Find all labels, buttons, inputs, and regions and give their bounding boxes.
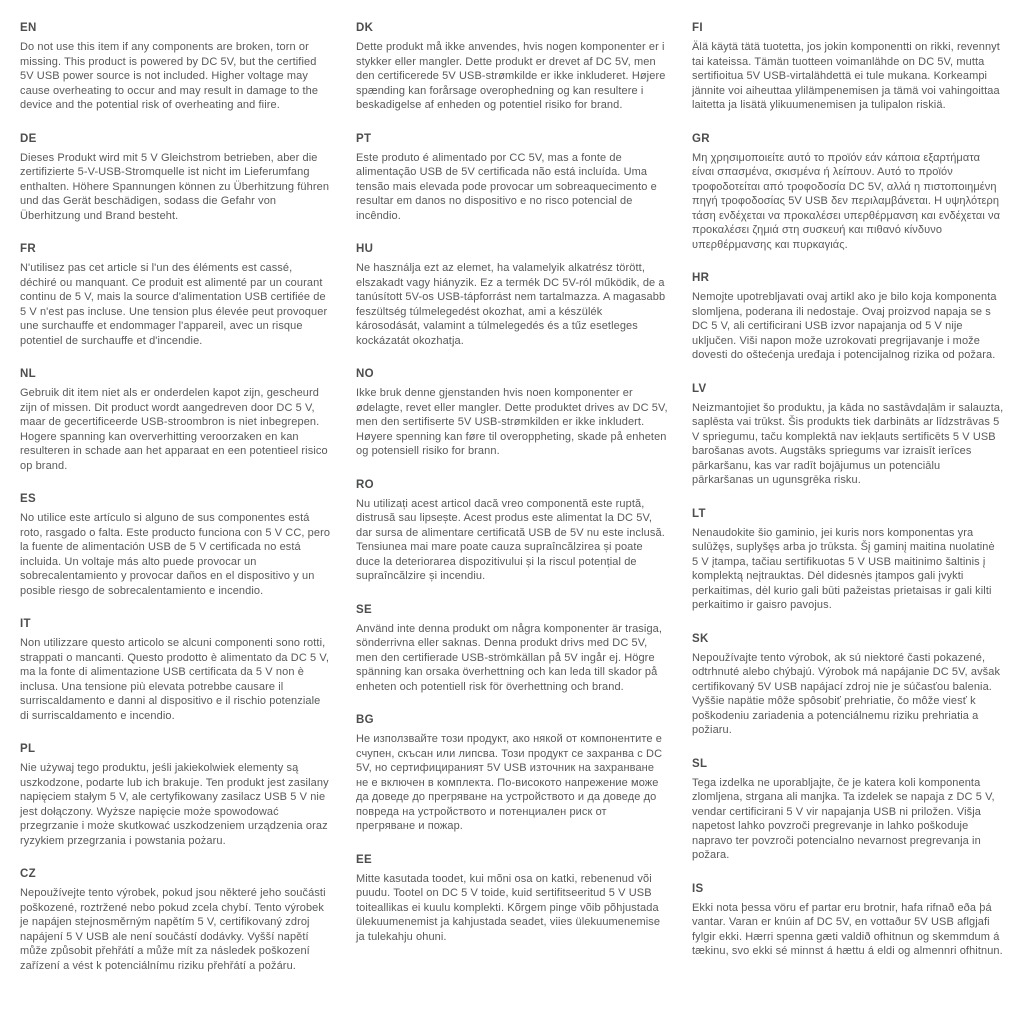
lang-text-hr: Nemojte upotrebljavati ovaj artikl ako je bilo koja komponenta slomljena, poderana ili nedostaje. Ovaj proizvod napaja se s DC 5 V, ali certificirani USB izvor napajanja od 5 V nije uključen. Viši napon može uzrokovati pregrijavanje i može dovesti do oštećenja uređaja i potencijalnog rizika od požara. — [692, 291, 997, 361]
lang-text-pt: Este produto é alimentado por CC 5V, mas a fonte de alimentação USB de 5V certificada não está incluída. Uma tensão mais elevada pode provocar um sobreaquecimento e resultar em danos no dispositivo e no risco potencial de incêndio. — [356, 151, 657, 222]
lang-text-pl: Nie używaj tego produktu, jeśli jakiekolwiek elementy są uszkodzone, podarte lub ich brakuje. Ten produkt jest zasilany napięciem stałym 5 V, ale certyfikowany zasilacz USB 5 V nie jest dołączony. Wyższe napięcie może spowodować przegrzanie i może skutkować uszkodzeniem urządzenia oraz ryzykiem przegrzania i powstania pożaru. — [20, 762, 329, 847]
lang-text-sl: Tega izdelka ne uporabljajte, če je katera koli komponenta zlomljena, strgana ali manjka. Ta izdelek se napaja z DC 5 V, vendar certificirani 5 V vir napajanja USB ni priložen. Višja napetost lahko povzroči pregrevanje in lahko poškoduje napravo ter povzroči potencialno nevarnost pregrevanja in požara. — [692, 776, 995, 861]
lang-code-is: IS — [692, 882, 704, 895]
lang-section-ro — [356, 479, 668, 584]
lang-text-ro: Nu utilizați acest articol dacă vreo componentă este ruptă, distrusă sau lipsește. Acest produs este alimentat la DC 5V, dar sursa de alimentare certificată USB de 5V nu este inclusă. Tensiunea mai mare poate cauza supraîncălzirea și poate duce la deteriorarea dispozitivului și la riscul potențial de supraîncălzire și incendiu. — [356, 497, 665, 582]
lang-section-se — [356, 604, 668, 695]
lang-section-sk — [692, 633, 1004, 738]
lang-section-hu — [356, 243, 668, 348]
lang-text-nl: Gebruik dit item niet als er onderdelen kapot zijn, gescheurd zijn of missen. Dit product wordt aangedreven door DC 5 V, maar de gecertificeerde USB-stroombron is niet inbegrepen. Hogere spanning kan oververhitting veroorzaken en kan resulteren in schade aan het apparaat en een potentieel risico op brand. — [20, 387, 328, 472]
lang-text-lv: Neizmantojiet šo produktu, ja kāda no sastāvdaļām ir salauzta, saplēsta vai trūkst. Šis produkts tiek darbināts ar līdzstrāvas 5 V spriegumu, taču komplektā nav iekļauts sertificēts 5 V USB barošanas avots. Augstāks spriegums var izraisīt ierīces pārkaršanu, kas var radīt bojājumus un potenciālu pārkaršanas un ugunsgrēka risku. — [692, 401, 1004, 486]
lang-code-dk: DK — [356, 22, 374, 34]
lang-text-is: Ekki nota þessa vöru ef partar eru brotnir, hafa rifnað eða þá vantar. Varan er knúin af DC 5V, en vottaður 5V USB aflgjafi fylgir ekki. Hærri spenna gæti valdið ofhitnun og skemmdum á tækinu, svo ekki sé minnst á hættu á eldi og almennri ofhitnun. — [692, 901, 1003, 957]
lang-text-en: Do not use this item if any components are broken, torn or missing. This product is powered by DC 5V, but the certified 5V USB power source is not included. Higher voltage may cause overheating to occur and may result in damage to the device and the potential risk of overheating and fiire. — [20, 41, 319, 111]
lang-section-sl — [692, 758, 1004, 863]
lang-section-lt — [692, 508, 1004, 613]
lang-code-de: DE — [20, 132, 37, 145]
lang-text-gr: Μη χρησιμοποιείτε αυτό το προϊόν εάν κάποια εξαρτήματα είναι σπασμένα, σκισμένα ή λείπουν. Αυτό το προϊόν τροφοδοτείται από τροφοδοσία DC 5V, αλλά η πιστοποιημένη πηγή τροφοδοσίας 5V USB δεν περιλαμβάνεται. Η υψηλότερη τάση ενδέχεται να προκαλέσει υπερθέρμανση και ενδέχεται να προκαλέσει ζημιά στη συσκευή και πιθανό κίνδυνο υπερθέρμανσης και πυρκαγιάς. — [692, 151, 1001, 251]
lang-code-lt: LT — [692, 507, 706, 520]
lang-code-it: IT — [20, 618, 31, 630]
lang-code-ro: RO — [356, 478, 374, 491]
lang-code-se: SE — [356, 603, 372, 616]
lang-code-pl: PL — [20, 743, 36, 755]
lang-section-de — [20, 133, 332, 224]
lang-code-lv: LV — [692, 382, 707, 395]
lang-text-it: Non utilizzare questo articolo se alcuni componenti sono rotti, strappati o mancanti. Questo prodotto è alimentato da DC 5 V, ma la fonte di alimentazione USB certificata da 5 V non è inclusa. Una tensione più elevata potrebbe causare il surriscaldamento e danni al dispositivo e il rischio potenziale di surriscaldamento e incendio. — [20, 637, 329, 722]
lang-section-pl — [20, 743, 332, 848]
lang-text-se: Använd inte denna produkt om några komponenter är trasiga, sönderrivna eller saknas. Denna produkt drivs med DC 5V, men den certifierade USB-strömkällan på 5V ingår ej. Högre spänning kan orsaka överhettning och kan leda till skador på enheten och potentiell risk för överhettning och brand. — [356, 622, 663, 693]
lang-code-fi: FI — [692, 22, 703, 34]
lang-code-sl: SL — [692, 757, 708, 770]
lang-text-sk: Nepoužívajte tento výrobok, ak sú niektoré časti pokazené, odtrhnuté alebo chýbajú. Výrobok má napájanie DC 5V, avšak certifikovaný 5V USB napájací zdroj nie je súčasťou balenia. Vyššie napätie môže spôsobiť prehriatie, čo môže viesť k poškodeniu zariadenia a potenciálnemu riziku prehriatia a požiaru. — [692, 651, 1001, 736]
lang-code-es: ES — [20, 493, 36, 505]
lang-section-is — [692, 883, 1004, 959]
lang-code-hr: HR — [692, 272, 710, 284]
lang-section-bg — [356, 714, 668, 834]
lang-section-es — [20, 493, 332, 598]
lang-text-ee: Mitte kasutada toodet, kui mõni osa on katki, rebenenud või puudu. Tootel on DC 5 V toide, kuid sertifitseeritud 5 V USB toiteallikas ei kuulu komplekti. Kõrgem pinge võib põhjustada ülekuumenemist ja kahjustada seadet, viies ülekuumenemise ja tulekahju ohuni. — [356, 872, 661, 943]
lang-text-fi: Älä käytä tätä tuotetta, jos jokin komponentti on rikki, revennyt tai kateissa. Tämän tuotteen voimanlähde on DC 5V, mutta sertifioitua 5V USB-virtalähdettä ei tule mukana. Korkeampi jännite voi aiheuttaa ylilämpenemisen ja tämä voi vahingoittaa laitetta ja lisätä ylikuumenemisen ja tulipalon riskiä. — [692, 41, 1000, 111]
lang-code-fr: FR — [20, 243, 36, 255]
lang-text-lt: Nenaudokite šio gaminio, jei kuris nors komponentas yra sulūžęs, suplyšęs arba jo trūksta. Šį gaminį maitina nuolatinė 5 V įtampa, tačiau sertifikuotas 5 V USB maitinimo šaltinis į komplektą neįtrauktas. Dėl didesnės įtampos gali įvykti perkaitimas, dėl kurio gali būti pažeistas prietaisas ir gali kilti perkaitimo ir gaisro pavojus. — [692, 526, 995, 611]
lang-section-gr — [692, 133, 1004, 253]
lang-text-es: No utilice este artículo si alguno de sus componentes está roto, rasgado o falta. Este producto funciona con 5 V CC, pero la fuente de alimentación USB de 5 V certificada no está incluida. Un voltaje más alto puede provocar un sobrecalentamiento y provocar daños en el dispositivo y un posible riesgo de sobrecalentamiento e incendio. — [20, 512, 331, 597]
column-3 — [692, 22, 1004, 1014]
lang-code-en: EN — [20, 22, 37, 34]
lang-section-lv — [692, 383, 1004, 488]
lang-code-ee: EE — [356, 853, 372, 866]
lang-code-pt: PT — [356, 132, 372, 145]
lang-text-no: Ikke bruk denne gjenstanden hvis noen komponenter er ødelagte, revet eller mangler. Dette produktet drives av DC 5V, men den sertifiserte 5V USB-strømkilden er ikke inkludert. Høyere spenning kan føre til overoppheting, skade på enheten og potensiell risiko for brann. — [356, 387, 668, 457]
lang-section-hr — [692, 272, 1004, 363]
lang-section-fr — [20, 243, 332, 348]
lang-text-cz: Nepoužívejte tento výrobek, pokud jsou některé jeho součásti poškozené, roztržené nebo pokud zcela chybí. Tento výrobek je napájen stejnosměrným napětím 5 V, certifikovaný zdroj napájení 5 V USB ale není součástí dodávky. Vyšší napětí může způsobit přehřátí a může mít za následek poškození zařízení a vést k potenciálnímu riziku přehřátí a požáru. — [20, 887, 326, 972]
lang-text-de: Dieses Produkt wird mit 5 V Gleichstrom betrieben, aber die zertifizierte 5-V-USB-Stromquelle ist nicht im Lieferumfang enthalten. Höhere Spannungen können zu Überhitzung führen und das Gerät beschädigen, sodass die Gefahr von Überhitzung und Brand besteht. — [20, 151, 330, 222]
lang-code-no: NO — [356, 368, 374, 380]
lang-code-cz: CZ — [20, 868, 36, 880]
lang-section-no — [356, 368, 668, 459]
lang-section-cz — [20, 868, 332, 973]
lang-section-fi — [692, 22, 1004, 113]
lang-text-hu: Ne használja ezt az elemet, ha valamelyik alkatrész törött, elszakadt vagy hiányzik. Ez a termék DC 5V-ról működik, de a tanúsított 5V-os USB-tápforrást nem tartalmazza. A magasabb feszültség túlmelegedést okozhat, ami a készülék károsodását, valamint a túlmelegedés és a tűz esetleges kockázatát okozhatja. — [356, 262, 666, 347]
lang-section-dk — [356, 22, 668, 113]
lang-text-fr: N'utilisez pas cet article si l'un des éléments est cassé, déchiré ou manquant. Ce produit est alimenté par un courant continu de 5 V, mais la source d'alimentation USB certifiée de 5 V n'est pas incluse. Une tension plus élevée peut provoquer une surchauffe et endommager l'appareil, avec un risque potentiel de surchauffe et d'incendie. — [20, 262, 328, 347]
lang-code-gr: GR — [692, 132, 710, 145]
lang-code-hu: HU — [356, 243, 374, 255]
lang-section-pt — [356, 133, 668, 224]
lang-code-bg: BG — [356, 714, 374, 726]
lang-code-sk: SK — [692, 632, 709, 645]
lang-code-nl: NL — [20, 368, 36, 380]
column-2 — [356, 22, 668, 1014]
lang-section-nl — [20, 368, 332, 473]
lang-section-it — [20, 618, 332, 723]
lang-section-en — [20, 22, 332, 113]
lang-section-ee — [356, 854, 668, 945]
lang-text-bg: Не използвайте този продукт, ако някой от компонентите е счупен, скъсан или липсва. Този продукт се захранва с DC 5V, но сертифицираният 5V USB източник на захранване не е включен в комплекта. По-високото напрежение може да доведе до прегряване на устройството и да доведе до повреда на устройството и потенциален риск от прегряване и пожар. — [356, 733, 663, 832]
lang-text-dk: Dette produkt må ikke anvendes, hvis nogen komponenter er i stykker eller mangler. Dette produkt er drevet af DC 5V, men den certificerede 5V USB-strømkilde er ikke inkluderet. Højere spænding kan forårsage overophedning og kan resultere i beskadigelse af enheden og potentiel risiko for brand. — [356, 41, 666, 111]
column-1 — [20, 22, 332, 1014]
